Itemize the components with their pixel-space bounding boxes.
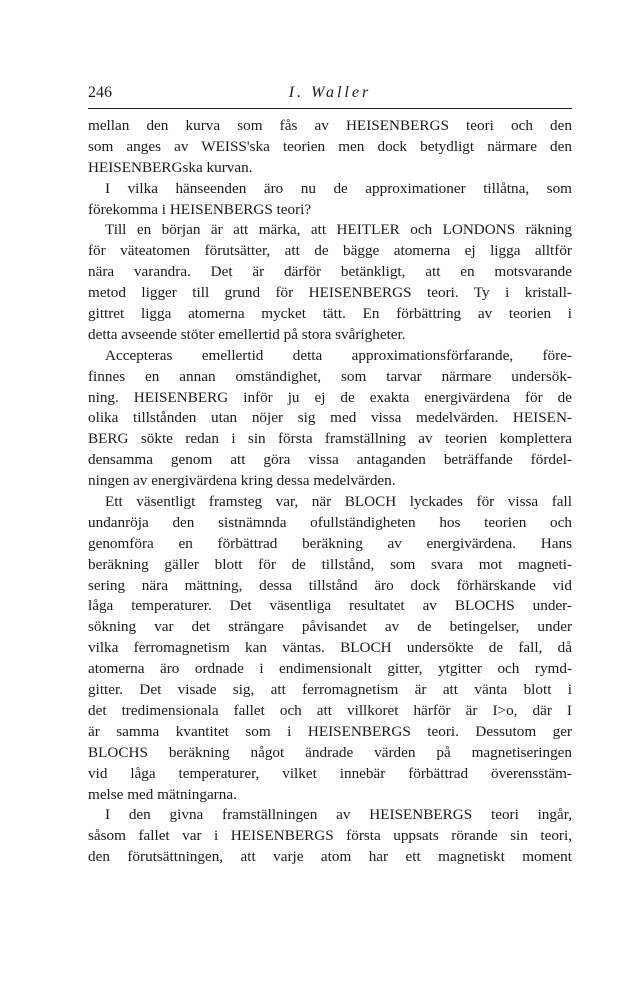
text-line: gitter. Det visade sig, att ferromagnetism är att vänta blott i [88,681,572,699]
text-line: atomerna äro ordnade i endimensionalt gitter, ytgitter och rymd- [88,660,572,678]
text-line: densamma genom att göra vissa antaganden beträffande fördel- [88,451,572,469]
text-line: mellan den kurva som fås av HEISENBERGS teori och den [88,117,572,134]
text-line: vilka ferromagnetism kan väntas. BLOCH undersökte de fall, då [88,639,572,657]
text-line: I den givna framställningen av HEISENBERGS teori ingår, [105,806,572,824]
text-line: genomföra en förbättrad beräkning av energivärdena. Hans [88,534,572,552]
running-head-author: I. Waller [288,84,372,101]
text-line: melse med mätningarna. [88,785,237,803]
text-line: som anges av WEISS'ska teorien men dock betydligt närmare den [88,137,572,155]
text-line: förekomma i HEISENBERGS teori? [88,200,312,218]
text-line: metod ligger till grund för HEISENBERGS teori. Ty i kristall- [88,284,572,302]
text-line: BLOCHS beräkning något ändrade värden på magnetiseringen [88,743,572,761]
text-line: sökning var det strängare påvisandet av de betingelser, under [88,618,572,636]
text-line: såsom fallet var i HEISENBERGS första uppsats rörande sin teori, [88,827,572,845]
text-line: HEISENBERGska kurvan. [88,158,253,176]
text-line: olika tillstånden utan nöjer sig med vissa medelvärden. HEISEN- [88,409,572,427]
text-line: nära varandra. Det är därför betänkligt, att en motsvarande [88,263,572,281]
text-line: gittret ligga atomerna mycket tätt. En förbättring av teorien i [88,305,572,323]
page-number: 246 [88,84,112,101]
text-line: låga temperaturer. Det väsentliga resultatet av BLOCHS under- [88,597,572,615]
text-line: detta avseende stöter emellertid på stora svårigheter. [88,325,406,343]
text-line: BERG sökte redan i sin första framställning av teorien komplettera [88,430,572,448]
page-header [88,84,572,110]
text-line: I vilka hänseenden äro nu de approximationer tillåtna, som [105,179,572,197]
body-text [88,116,572,868]
text-line: är samma kvantitet som i HEISENBERGS teori. Dessutom ger [88,722,572,740]
text-line: Till en början är att märka, att HEITLER och LONDONS räkning [105,221,572,239]
text-line: vid låga temperaturer, vilket innebär förbättrad överensstäm- [88,764,572,782]
text-line: den förutsättningen, att varje atom har ett magnetiskt moment [88,848,572,866]
text-line: finnes en annan omständighet, som tarvar närmare undersök- [88,367,572,385]
text-line: ning. HEISENBERG inför ju ej de exakta energivärdena för de [88,388,572,406]
text-line: det tredimensionala fallet och att villkoret härför är I>o, där I [88,701,572,719]
text-line: beräkning gäller blott för de tillstånd, som svara mot magneti- [88,555,572,573]
text-line: Accepteras emellertid detta approximationsförfarande, före- [105,346,572,364]
text-line: sering nära mättning, dessa tillstånd äro dock förhärskande vid [88,576,572,594]
header-rule [88,108,572,109]
text-line: undanröja den sistnämnda ofullständigheten hos teorien och [88,513,572,531]
text-line: ningen av energivärdena kring dessa medelvärden. [88,472,396,490]
text-line: för väteatomen förutsätter, att de bägge atomerna ej ligga alltför [88,242,572,260]
text-line: Ett väsentligt framsteg var, när BLOCH lyckades för vissa fall [105,493,572,511]
